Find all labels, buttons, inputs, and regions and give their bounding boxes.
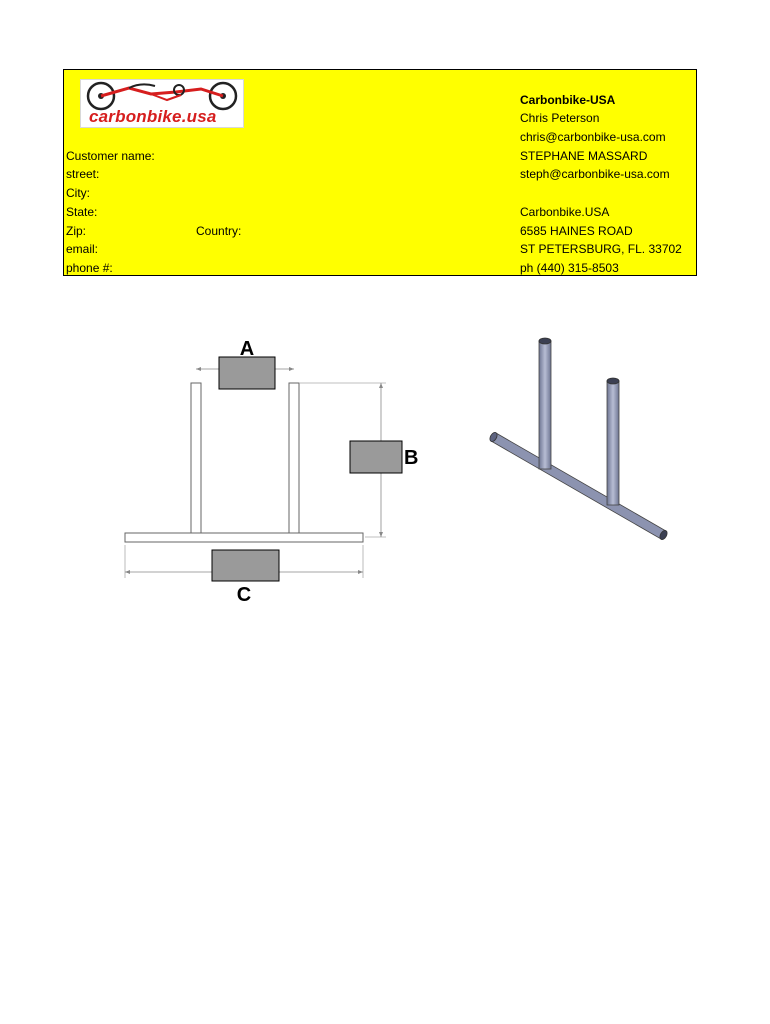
left-upright [191,383,201,540]
dimension-box-a[interactable] [219,357,275,389]
contact-person-2: STEPHANE MASSARD [520,149,648,163]
base-tube [125,533,363,542]
company-city: ST PETERSBURG, FL. 33702 [520,242,682,256]
contact-email-1: chris@carbonbike-usa.com [520,130,666,144]
dimension-box-b[interactable] [350,441,402,473]
iso-right-upright [607,381,619,505]
company-phone: ph (440) 315-8503 [520,261,619,275]
state-label: State: [66,205,98,219]
front-view [125,338,418,606]
iso-left-upright [539,341,551,469]
isometric-view [488,338,668,541]
logo-text: carbonbike.usa [89,107,217,126]
company-name: Carbonbike-USA [520,93,616,107]
label-b: B [404,447,419,469]
label-a: A [239,338,255,360]
right-upright [289,383,299,540]
label-c: C [236,584,252,606]
email-label: email: [66,242,99,256]
iso-base-tube [491,433,666,539]
company-street: 6585 HAINES ROAD [520,224,633,238]
street-label: street: [66,167,100,181]
country-label: Country: [196,224,242,238]
contact-email-2: steph@carbonbike-usa.com [520,167,670,181]
city-label: City: [66,186,90,200]
phone-label: phone #: [66,261,113,275]
zip-label: Zip: [66,224,87,238]
company-name-2: Carbonbike.USA [520,205,610,219]
customer-name-label: Customer name: [66,149,155,163]
contact-person-1: Chris Peterson [520,111,600,125]
dimension-box-c[interactable] [212,550,279,581]
